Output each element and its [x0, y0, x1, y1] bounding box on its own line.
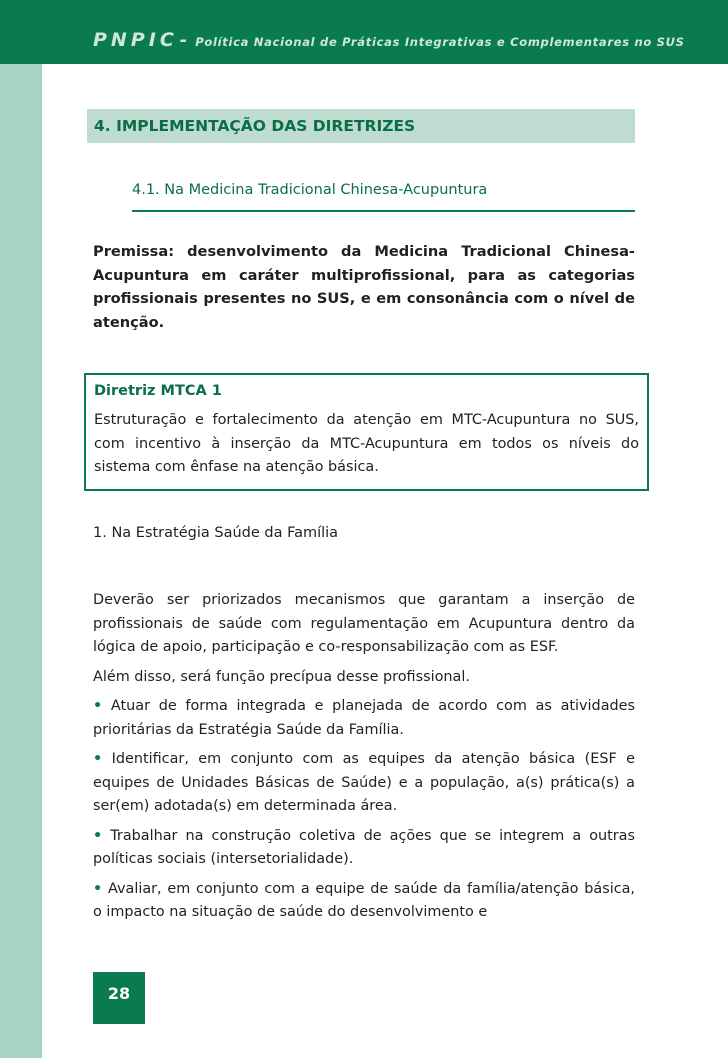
- bullet-icon: •: [93, 880, 103, 897]
- section-title: 4. IMPLEMENTAÇÃO DAS DIRETRIZES: [94, 117, 416, 135]
- header-text: [93, 30, 685, 52]
- bullet-text: Avaliar, em conjunto com a equipe de saúde da família/atenção básica, o impacto na situação de saúde do desenvolvimento e: [93, 880, 635, 920]
- bullet-item: [93, 695, 635, 742]
- paragraph-priorities: Deverão ser priorizados mecanismos que garantam a inserção de profissionais de saúde com regulamentação em Acupuntura dentro da lógica de apoio, participação e co-responsabilização com as ESF.: [93, 592, 635, 655]
- bullet-item: [93, 825, 635, 872]
- page-number: 28: [107, 984, 131, 1003]
- strategy-heading: 1. Na Estratégia Saúde da Família: [93, 525, 339, 541]
- paragraph-function: Além disso, será função precípua desse profissional.: [93, 668, 470, 685]
- page-header: [0, 0, 728, 64]
- body-text: [93, 589, 635, 931]
- side-stripe: [0, 0, 42, 1058]
- subsection-heading: [132, 180, 635, 212]
- page-number-box: [93, 972, 145, 1024]
- header-subtitle: Política Nacional de Práticas Integrativas e Complementares no SUS: [195, 35, 685, 49]
- section-heading-bar: [87, 109, 635, 143]
- bullet-icon: •: [93, 827, 103, 844]
- header-separator: -: [179, 30, 188, 51]
- bullet-icon: •: [93, 698, 103, 714]
- bullet-text: Identificar, em conjunto com as equipes da atenção básica (ESF e equipes de Unidades Básicas de Saúde) e a população, a(s) prática(s) a ser(em) adotada(s) em determinada área.: [93, 751, 635, 814]
- subsection-title: 4.1. Na Medicina Tradicional Chinesa-Acupuntura: [132, 182, 488, 198]
- premise-paragraph: Premissa: desenvolvimento da Medicina Tradicional Chinesa-Acupuntura em caráter multiprofissional, para as categorias profissionais presentes no SUS, e em consonância com o nível de atenção.: [93, 243, 635, 332]
- bullet-item: [93, 748, 635, 819]
- bullet-icon: •: [93, 751, 103, 767]
- bullet-text: Atuar de forma integrada e planejada de acordo com as atividades prioritárias da Estratégia Saúde da Família.: [93, 698, 635, 738]
- directive-box: [84, 373, 649, 491]
- bullet-item: [93, 878, 635, 925]
- directive-body: Estruturação e fortalecimento da atenção em MTC-Acupuntura no SUS, com incentivo à inserção da MTC-Acupuntura em todos os níveis do sistema com ênfase na atenção básica.: [94, 412, 639, 475]
- bullet-text: Trabalhar na construção coletiva de ações que se integrem a outras políticas sociais (intersetorialidade).: [93, 827, 636, 867]
- header-brand: PNPIC: [93, 29, 178, 51]
- directive-title: Diretriz MTCA 1: [94, 383, 222, 399]
